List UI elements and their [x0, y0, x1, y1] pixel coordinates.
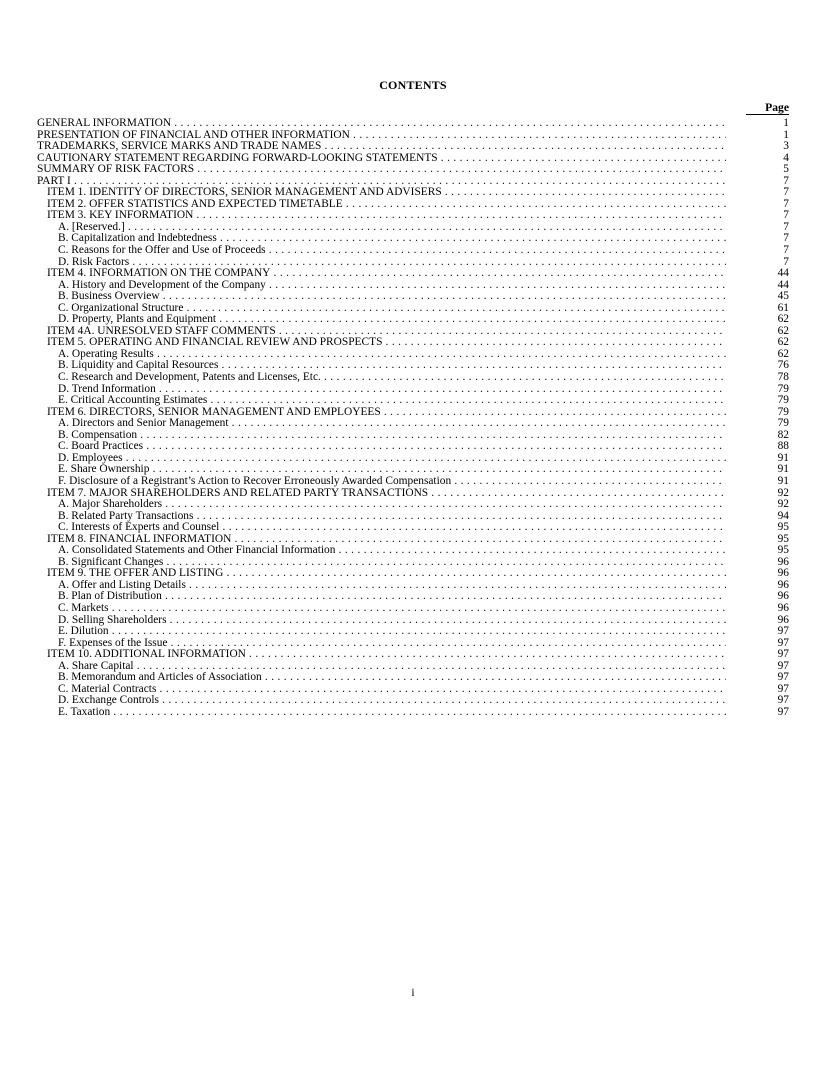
- toc-entry-label: C. Material Contracts . . .: [37, 684, 726, 696]
- toc-entry[interactable]: [37, 476, 789, 488]
- toc-entry-page: 97: [777, 705, 789, 718]
- toc-entry[interactable]: [37, 615, 789, 627]
- toc-entry-label: ITEM 7. MAJOR SHAREHOLDERS AND RELATED PARTY TRANSACTIONS . . .: [37, 488, 726, 500]
- page-column-header: Page: [746, 101, 789, 115]
- toc-entry-label: B. Business Overview . . .: [37, 291, 726, 303]
- toc-entry-page: 7: [783, 232, 789, 245]
- toc-entry[interactable]: [37, 661, 789, 673]
- toc-entry[interactable]: [37, 557, 789, 569]
- toc-entry-page: 45: [777, 290, 789, 303]
- toc-entry-label: B. Liquidity and Capital Resources . . .: [37, 360, 726, 372]
- toc-entry-page: 62: [777, 313, 789, 326]
- toc-entry-label: GENERAL INFORMATION . . .: [37, 118, 726, 130]
- toc-entry-page: 96: [777, 601, 789, 614]
- toc-entry[interactable]: [37, 488, 789, 500]
- toc-entry[interactable]: [37, 430, 789, 442]
- toc-entry-label: ITEM 6. DIRECTORS, SENIOR MANAGEMENT AND EMPLOYEES . . .: [37, 407, 726, 419]
- toc-entry-page: 3: [783, 140, 789, 153]
- toc-entry[interactable]: [37, 326, 789, 338]
- toc-entry[interactable]: [37, 245, 789, 257]
- toc-entry[interactable]: [37, 522, 789, 534]
- toc-entry-label: C. Research and Development, Patents and Licenses, Etc. . . .: [37, 372, 726, 384]
- toc-entry-page: 7: [783, 197, 789, 210]
- toc-entry-label: D. Employees . . .: [37, 453, 726, 465]
- toc-entry[interactable]: [37, 534, 789, 546]
- toc-entry-page: 7: [783, 244, 789, 257]
- toc-entry-page: 96: [777, 567, 789, 580]
- toc-entry-page: 94: [777, 509, 789, 522]
- toc-entry[interactable]: [37, 233, 789, 245]
- toc-entry-page: 7: [783, 186, 789, 199]
- toc-entry[interactable]: [37, 372, 789, 384]
- toc-entry[interactable]: [37, 499, 789, 511]
- toc-entry-label: TRADEMARKS, SERVICE MARKS AND TRADE NAMES . . .: [37, 141, 726, 153]
- toc-entry[interactable]: [37, 176, 789, 188]
- toc-entry[interactable]: [37, 257, 789, 269]
- toc-entry-page: 91: [777, 474, 789, 487]
- toc-entry[interactable]: [37, 407, 789, 419]
- toc-entry-page: 92: [777, 498, 789, 511]
- toc-entry[interactable]: [37, 638, 789, 650]
- toc-entry-page: 96: [777, 613, 789, 626]
- toc-entry-page: 1: [783, 117, 789, 129]
- toc-entry[interactable]: [37, 199, 789, 211]
- toc-entry-label: D. Exchange Controls . . .: [37, 695, 726, 707]
- toc-entry-page: 79: [777, 405, 789, 418]
- toc-entry-label: ITEM 4. INFORMATION ON THE COMPANY . . .: [37, 268, 726, 280]
- toc-entry-label: CAUTIONARY STATEMENT REGARDING FORWARD-LOOKING STATEMENTS . . .: [37, 153, 726, 165]
- footer-page-number: i: [411, 987, 415, 999]
- toc-entry[interactable]: [37, 453, 789, 465]
- toc-entry-label: A. Share Capital . . .: [37, 661, 726, 673]
- toc-entry-page: 91: [777, 451, 789, 464]
- toc-entry-page: 1: [783, 128, 789, 141]
- toc-entry[interactable]: [37, 626, 789, 638]
- toc-entry[interactable]: [37, 568, 789, 580]
- toc-entry[interactable]: [37, 672, 789, 684]
- toc-entry-page: 78: [777, 371, 789, 384]
- toc-entry-label: C. Markets . . .: [37, 603, 726, 615]
- toc-entry-label: B. Related Party Transactions . . .: [37, 511, 726, 523]
- toc-entry-label: PRESENTATION OF FINANCIAL AND OTHER INFORMATION . . .: [37, 130, 726, 142]
- toc-entry-page: 95: [777, 532, 789, 545]
- toc-entry-page: 62: [777, 347, 789, 360]
- toc-entry[interactable]: [37, 222, 789, 234]
- toc-entry-page: 96: [777, 590, 789, 603]
- toc-entry[interactable]: [37, 545, 789, 557]
- toc-entry[interactable]: [37, 210, 789, 222]
- toc-entry-page: 4: [783, 151, 789, 164]
- toc-entry-page: 7: [783, 255, 789, 268]
- toc-entry-page: 88: [777, 440, 789, 453]
- toc-entry[interactable]: [37, 153, 789, 165]
- toc-entry-label: C. Organizational Structure . . .: [37, 303, 726, 315]
- toc-entry-label: F. Expenses of the Issue . . .: [37, 638, 726, 650]
- toc-entry-page: 96: [777, 578, 789, 591]
- toc-entry[interactable]: [37, 418, 789, 430]
- toc-entry-label: E. Dilution . . .: [37, 626, 726, 638]
- toc-entry-label: D. Risk Factors . . .: [37, 257, 726, 269]
- toc-entry[interactable]: [37, 580, 789, 592]
- toc-entry[interactable]: [37, 591, 789, 603]
- toc-entry-label: A. Operating Results . . .: [37, 349, 726, 361]
- toc-entry-label: ITEM 5. OPERATING AND FINANCIAL REVIEW AND PROSPECTS . . .: [37, 337, 726, 349]
- toc-entry-label: E. Share Ownership . . .: [37, 464, 726, 476]
- toc-entry-page: 97: [777, 648, 789, 661]
- toc-entry-page: 7: [783, 209, 789, 222]
- toc-entry[interactable]: [37, 707, 789, 719]
- toc-entry-page: 7: [783, 174, 789, 187]
- toc-entry-label: E. Taxation . . .: [37, 707, 726, 719]
- toc-entry[interactable]: [37, 384, 789, 396]
- toc-entry-page: 97: [777, 625, 789, 638]
- toc-entry[interactable]: [37, 511, 789, 523]
- toc-entry-page: 7: [783, 220, 789, 233]
- toc-entry-page: 95: [777, 521, 789, 534]
- toc-entry[interactable]: [37, 118, 789, 130]
- toc-entry[interactable]: [37, 291, 789, 303]
- toc-entry-label: ITEM 8. FINANCIAL INFORMATION . . .: [37, 534, 726, 546]
- toc-entry-label: A. [Reserved.] . . .: [37, 222, 726, 234]
- toc-entry-label: D. Property, Plants and Equipment . . .: [37, 314, 726, 326]
- page-title: CONTENTS: [379, 78, 447, 92]
- toc-entry-label: ITEM 4A. UNRESOLVED STAFF COMMENTS . . .: [37, 326, 726, 338]
- toc-entry-label: ITEM 9. THE OFFER AND LISTING . . .: [37, 568, 726, 580]
- toc-entry-label: A. Offer and Listing Details . . .: [37, 580, 726, 592]
- toc-entry-page: 96: [777, 555, 789, 568]
- toc-entry[interactable]: [37, 303, 789, 315]
- toc-entry[interactable]: [37, 164, 789, 176]
- toc-entry-label: B. Plan of Distribution . . .: [37, 591, 726, 603]
- toc-entry-page: 5: [783, 163, 789, 176]
- toc-entry[interactable]: [37, 337, 789, 349]
- toc-entry-page: 79: [777, 394, 789, 407]
- toc-entry-label: B. Compensation . . .: [37, 430, 726, 442]
- toc-entry[interactable]: [37, 130, 789, 142]
- toc-entry-label: D. Trend Information . . .: [37, 384, 726, 396]
- toc-entry-page: 44: [777, 267, 789, 280]
- toc-entry[interactable]: [37, 649, 789, 661]
- toc-entry-label: A. Major Shareholders . . .: [37, 499, 726, 511]
- toc-entry-page: 62: [777, 324, 789, 337]
- toc-entry[interactable]: [37, 187, 789, 199]
- toc-entry-label: A. History and Development of the Company . . .: [37, 280, 726, 292]
- toc-entry-label: C. Reasons for the Offer and Use of Proceeds . . .: [37, 245, 726, 257]
- toc-entry-label: D. Selling Shareholders . . .: [37, 615, 726, 627]
- toc-entry-label: C. Board Practices . . .: [37, 441, 726, 453]
- toc-entry[interactable]: [37, 464, 789, 476]
- toc-entry-page: 91: [777, 463, 789, 476]
- toc-entry-page: 97: [777, 636, 789, 649]
- toc-entry[interactable]: [37, 395, 789, 407]
- toc-entry[interactable]: [37, 684, 789, 696]
- toc-entry-page: 82: [777, 428, 789, 441]
- toc-entry-label: B. Memorandum and Articles of Association . . .: [37, 672, 726, 684]
- toc-entry-page: 97: [777, 694, 789, 707]
- toc-entry-label: B. Capitalization and Indebtedness . . .: [37, 233, 726, 245]
- toc-entry-label: ITEM 1. IDENTITY OF DIRECTORS, SENIOR MANAGEMENT AND ADVISERS . . .: [37, 187, 726, 199]
- toc-entry-page: 79: [777, 382, 789, 395]
- toc-entry-page: 61: [777, 301, 789, 314]
- toc-entry-label: A. Consolidated Statements and Other Financial Information . . .: [37, 545, 726, 557]
- toc-entry-page: 95: [777, 544, 789, 557]
- toc-entry-label: SUMMARY OF RISK FACTORS . . .: [37, 164, 726, 176]
- toc-entry-label: B. Significant Changes . . .: [37, 557, 726, 569]
- toc-entry[interactable]: [37, 695, 789, 707]
- toc-entry-label: PART I . . .: [37, 176, 726, 188]
- toc-entry-label: ITEM 10. ADDITIONAL INFORMATION . . .: [37, 649, 726, 661]
- toc-entry[interactable]: [37, 349, 789, 361]
- toc-entry[interactable]: [37, 603, 789, 615]
- toc-entry[interactable]: [37, 441, 789, 453]
- toc-entry-label: C. Interests of Experts and Counsel . . .: [37, 522, 726, 534]
- toc-entry-label: ITEM 3. KEY INFORMATION . . .: [37, 210, 726, 222]
- toc-entry-page: 92: [777, 486, 789, 499]
- toc-entry[interactable]: [37, 280, 789, 292]
- toc-entry[interactable]: [37, 141, 789, 153]
- toc-entry-page: 79: [777, 417, 789, 430]
- toc-entry-label: ITEM 2. OFFER STATISTICS AND EXPECTED TIMETABLE . . .: [37, 199, 726, 211]
- toc-entry-label: A. Directors and Senior Management . . .: [37, 418, 726, 430]
- table-of-contents: [37, 118, 789, 718]
- document-page: [37, 0, 789, 1075]
- toc-entry-page: 44: [777, 278, 789, 291]
- toc-entry-page: 97: [777, 682, 789, 695]
- toc-entry-label: E. Critical Accounting Estimates . . .: [37, 395, 726, 407]
- toc-entry-page: 97: [777, 659, 789, 672]
- toc-entry-page: 76: [777, 359, 789, 372]
- toc-entry[interactable]: [37, 360, 789, 372]
- toc-entry[interactable]: [37, 314, 789, 326]
- toc-entry-page: 62: [777, 336, 789, 349]
- toc-entry-page: 97: [777, 671, 789, 684]
- toc-entry-label: F. Disclosure of a Registrant’s Action to Recover Erroneously Awarded Compensation . . .: [37, 476, 726, 488]
- toc-entry[interactable]: [37, 268, 789, 280]
